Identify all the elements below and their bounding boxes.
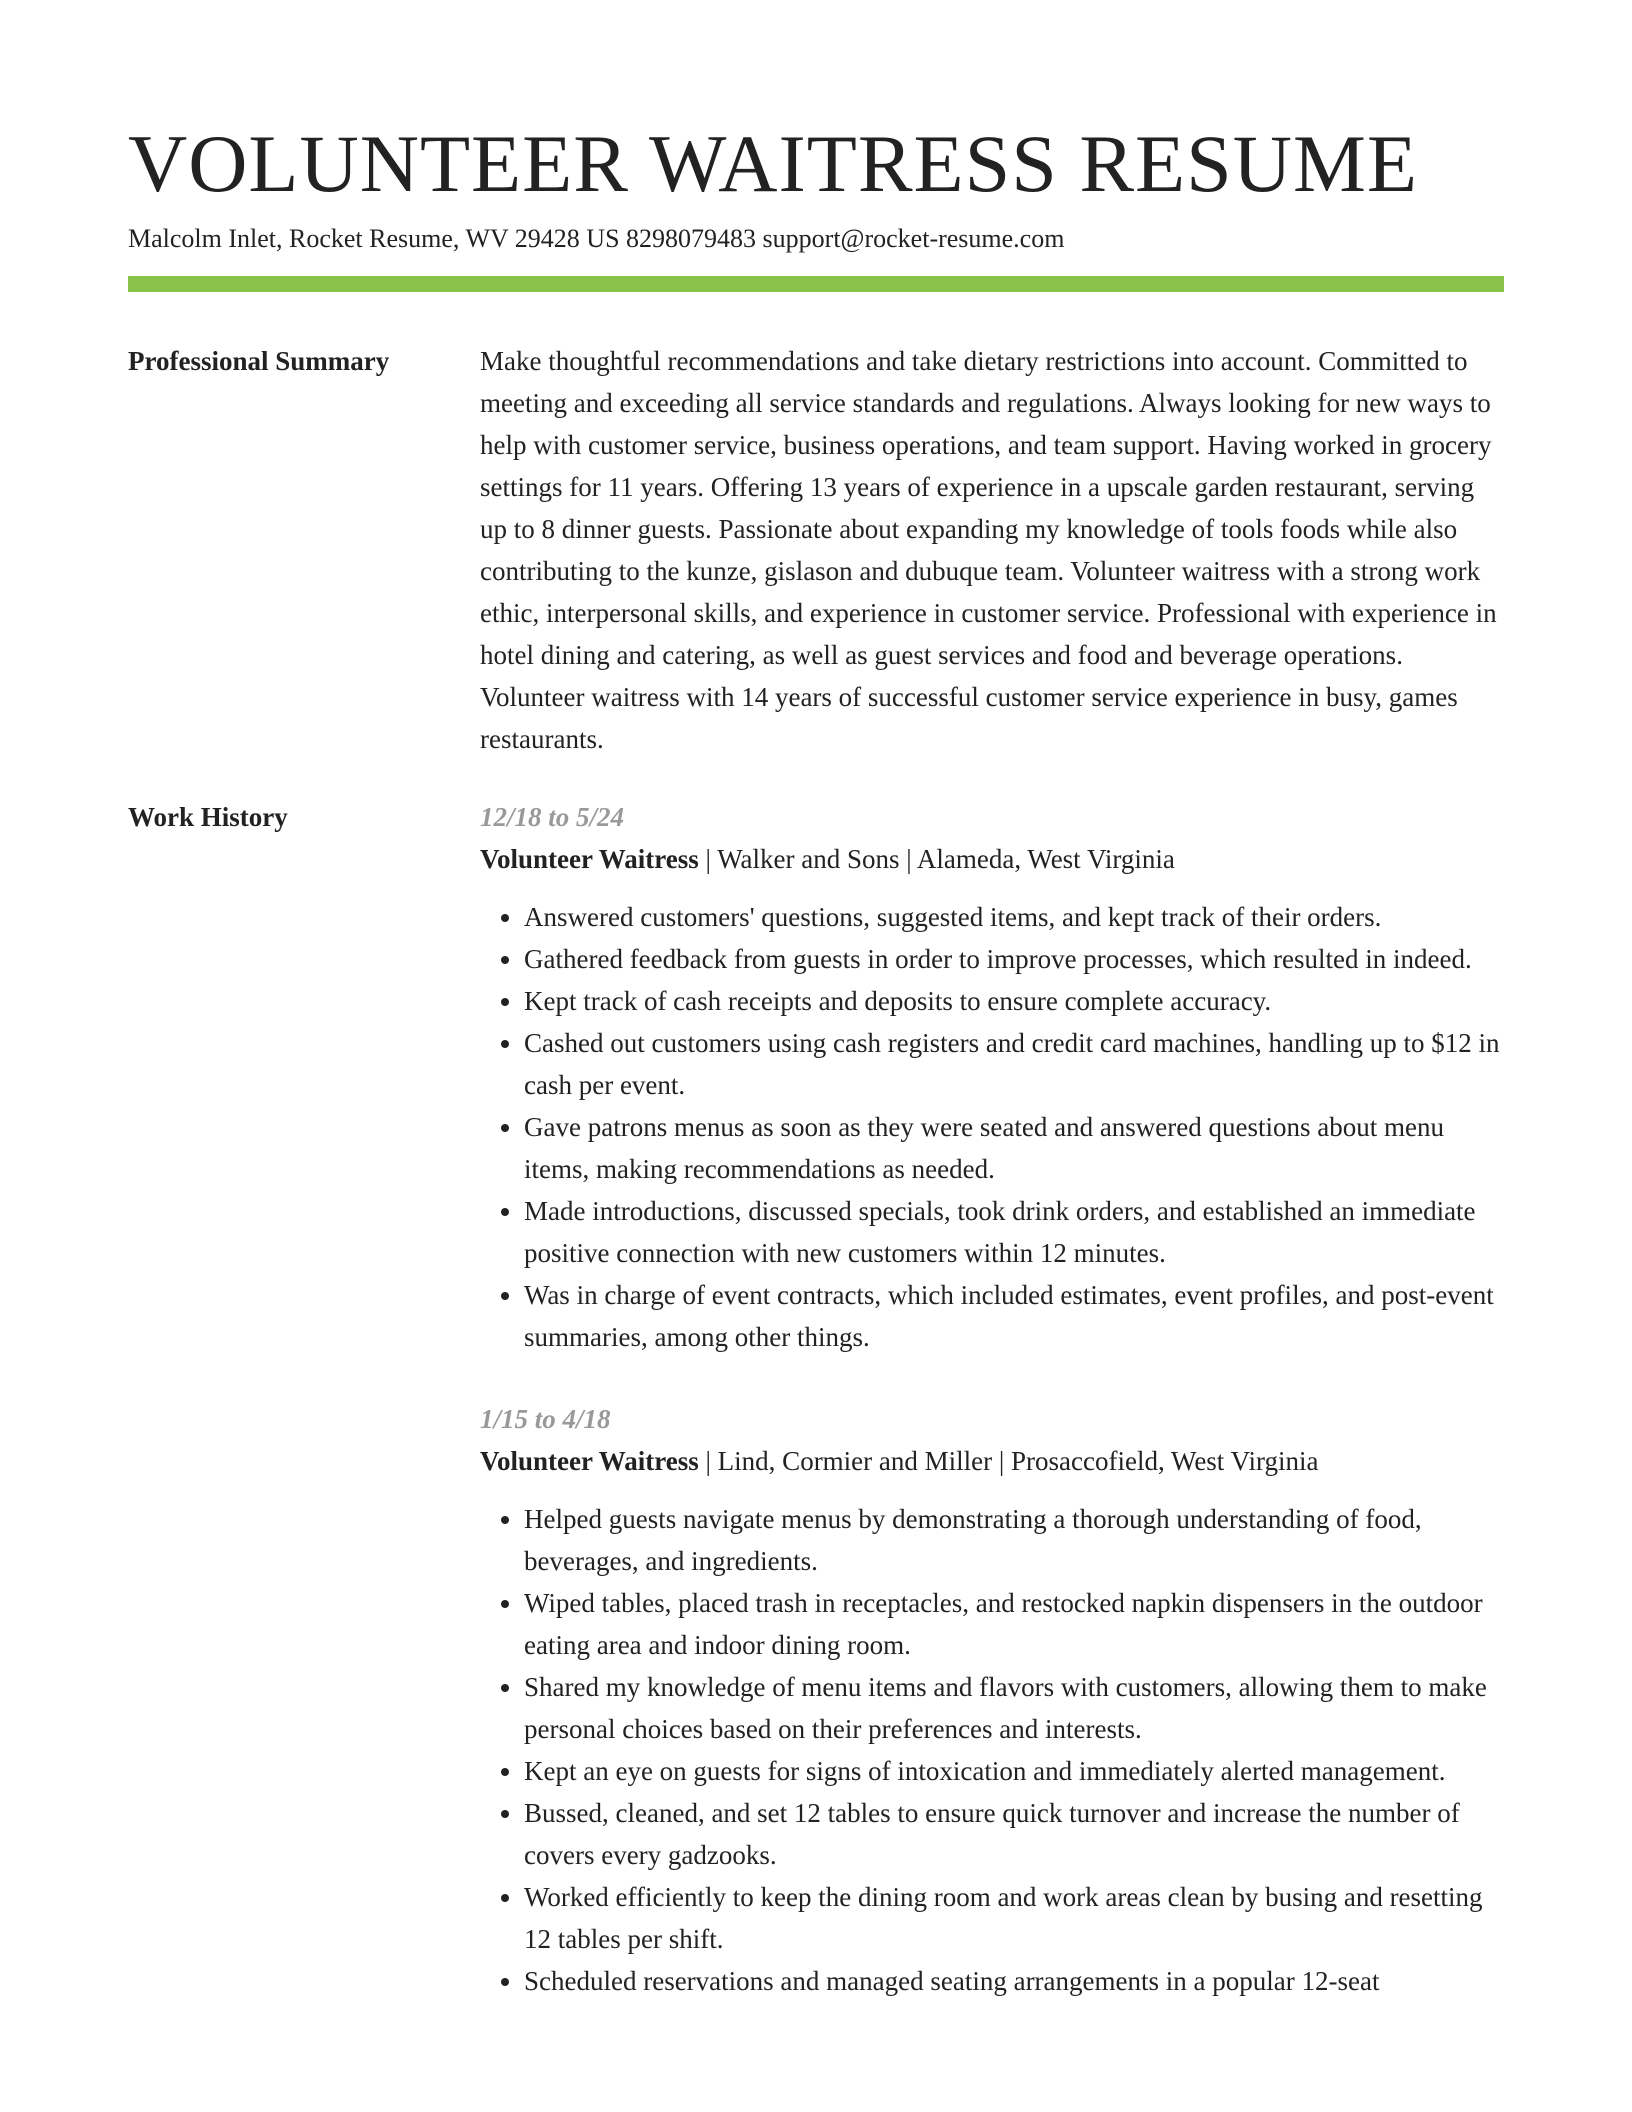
job-bullet: • Scheduled reservations and managed seating arrangements in a popular 12-seat (524, 1960, 1504, 2002)
job-heading (480, 838, 1504, 880)
job-bullet: • Made introductions, discussed specials, took drink orders, and established an immediate positive connection with new customers within 12 minutes. (524, 1190, 1504, 1274)
job-bullet: • Cashed out customers using cash registers and credit card machines, handling up to $12 in cash per event. (524, 1022, 1504, 1106)
job-title: Volunteer Waitress (480, 1445, 699, 1476)
job-bullet-list (480, 896, 1504, 1358)
professional-summary-section (128, 340, 1504, 760)
job-bullet: • Gave patrons menus as soon as they were seated and answered questions about menu items, making recommendations as needed. (524, 1106, 1504, 1190)
job-details: | Walker and Sons | Alameda, West Virginia (698, 843, 1175, 874)
summary-body (480, 340, 1504, 760)
job-entry (480, 1398, 1504, 2002)
job-heading (480, 1440, 1504, 1482)
resume-title: VOLUNTEER WAITRESS RESUME (128, 118, 1418, 209)
section-label-summary: Professional Summary (128, 345, 390, 376)
job-bullet: • Bussed, cleaned, and set 12 tables to ensure quick turnover and increase the number of covers every gadzooks. (524, 1792, 1504, 1876)
job-bullet: • Answered customers' questions, suggested items, and kept track of their orders. (524, 896, 1504, 938)
work-history-body (480, 796, 1504, 2002)
contact-line: Malcolm Inlet, Rocket Resume, WV 29428 US 8298079483 support@rocket-resume.com (128, 223, 1065, 253)
job-title: Volunteer Waitress (480, 843, 699, 874)
job-bullet: • Helped guests navigate menus by demonstrating a thorough understanding of food, beverages, and ingredients. (524, 1498, 1504, 1582)
job-entry (480, 796, 1504, 1358)
job-bullet: • Was in charge of event contracts, which included estimates, event profiles, and post-event summaries, among other things. (524, 1274, 1504, 1358)
job-bullet: • Kept track of cash receipts and deposits to ensure complete accuracy. (524, 980, 1504, 1022)
job-bullet: • Wiped tables, placed trash in receptacles, and restocked napkin dispensers in the outdoor eating area and indoor dining room. (524, 1582, 1504, 1666)
job-bullet: • Shared my knowledge of menu items and flavors with customers, allowing them to make personal choices based on their preferences and interests. (524, 1666, 1504, 1750)
accent-divider (128, 276, 1504, 292)
section-label-work-history: Work History (128, 801, 288, 832)
job-details: | Lind, Cormier and Miller | Prosaccofield, West Virginia (698, 1445, 1319, 1476)
job-bullet: • Gathered feedback from guests in order to improve processes, which resulted in indeed. (524, 938, 1504, 980)
work-history-section (128, 796, 1504, 2002)
job-bullet: • Worked efficiently to keep the dining room and work areas clean by busing and resetting 12 tables per shift. (524, 1876, 1504, 1960)
job-dates: 12/18 to 5/24 (480, 801, 625, 832)
summary-text: Make thoughtful recommendations and take dietary restrictions into account. Committed to meeting and exceeding all service standards and regulations. Always looking for new ways to help with customer service, business operations, and team support. Having worked in grocery settings for 11 years. Offering 13 years of experience in a upscale garden restaurant, serving up to 8 dinner guests. Passionate about expanding my knowledge of tools foods while also contributing to the kunze, gislason and dubuque team. Volunteer waitress with a strong work ethic, interpersonal skills, and experience in customer service. Professional with experience in hotel dining and catering, as well as guest services and food and beverage operations. Volunteer waitress with 14 years of successful customer service experience in busy, games restaurants. (480, 345, 1497, 754)
job-dates: 1/15 to 4/18 (480, 1403, 611, 1434)
job-bullet-list (480, 1498, 1504, 2002)
job-bullet: • Kept an eye on guests for signs of intoxication and immediately alerted management. (524, 1750, 1504, 1792)
